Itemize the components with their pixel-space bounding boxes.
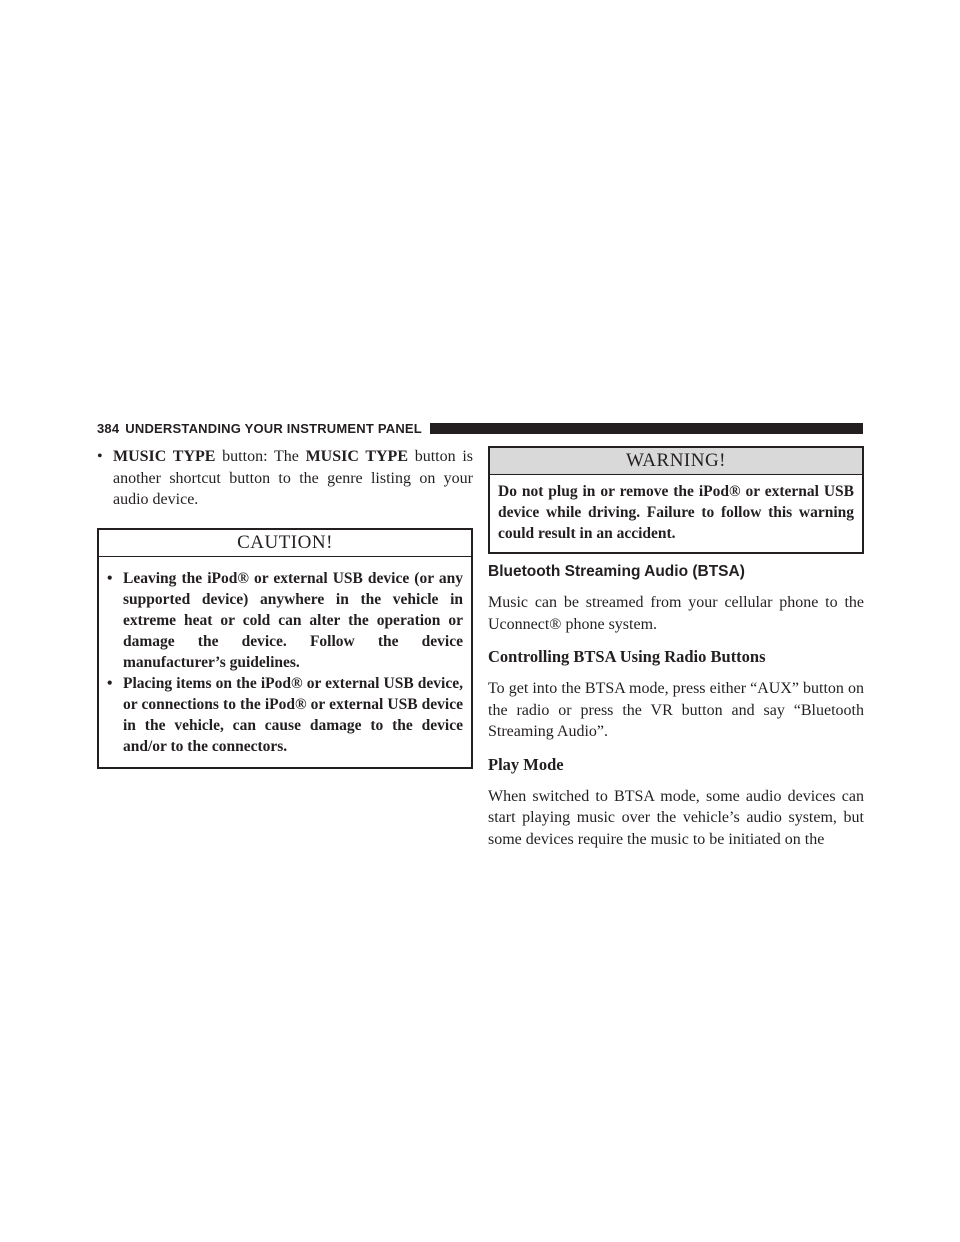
music-type-term-2: MUSIC TYPE xyxy=(305,448,409,465)
page-header xyxy=(97,417,863,439)
caution-item xyxy=(107,673,463,757)
header-rule xyxy=(430,423,863,434)
warning-box xyxy=(488,446,864,554)
music-type-desc-2: button is another shortcut button to the genre listing on your audio device. xyxy=(113,448,474,508)
music-type-term: MUSIC TYPE xyxy=(113,448,216,465)
bullet-icon: • xyxy=(107,674,113,692)
warning-title: WARNING! xyxy=(490,448,862,475)
btsa-heading: Bluetooth Streaming Audio (BTSA) xyxy=(488,563,745,580)
music-type-desc-1: button: The xyxy=(215,448,306,465)
play-mode-paragraph: When switched to BTSA mode, some audio devices can start playing music over the vehicle’s audio system, but some devices require the music to be initiated on the xyxy=(488,787,864,848)
caution-item-text: Leaving the iPod® or external USB device (or any supported device) anywhere in the vehicle in extreme heat or cold can alter the operation or damage the device. Follow the device manufacturer’s guidelines. xyxy=(123,569,463,671)
caution-title: CAUTION! xyxy=(99,530,471,557)
controlling-heading: Controlling BTSA Using Radio Buttons xyxy=(488,647,766,666)
caution-box xyxy=(97,528,473,769)
play-mode-heading: Play Mode xyxy=(488,754,564,774)
btsa-paragraph: Music can be streamed from your cellular phone to the Uconnect® phone system. xyxy=(488,594,864,633)
left-column xyxy=(97,446,473,769)
bullet-icon: • xyxy=(97,448,103,465)
warning-body: Do not plug in or remove the iPod® or external USB device while driving. Failure to follow this warning could result in an accident. xyxy=(498,483,854,542)
music-type-text xyxy=(113,446,473,511)
caution-body xyxy=(99,557,471,767)
page-number: 384 xyxy=(97,420,120,436)
section-title: UNDERSTANDING YOUR INSTRUMENT PANEL xyxy=(125,420,422,436)
controlling-paragraph: To get into the BTSA mode, press either “AUX” button on the radio or press the VR button and say “Bluetooth Streaming Audio”. xyxy=(488,680,864,740)
right-column xyxy=(488,446,864,850)
caution-item xyxy=(107,568,463,673)
caution-item-text: Placing items on the iPod® or external USB device, or connections to the iPod® or external USB device in the vehicle, can cause damage to the device and/or to the connectors. xyxy=(123,674,463,755)
bullet-icon: • xyxy=(107,569,113,587)
music-type-item xyxy=(97,446,473,511)
